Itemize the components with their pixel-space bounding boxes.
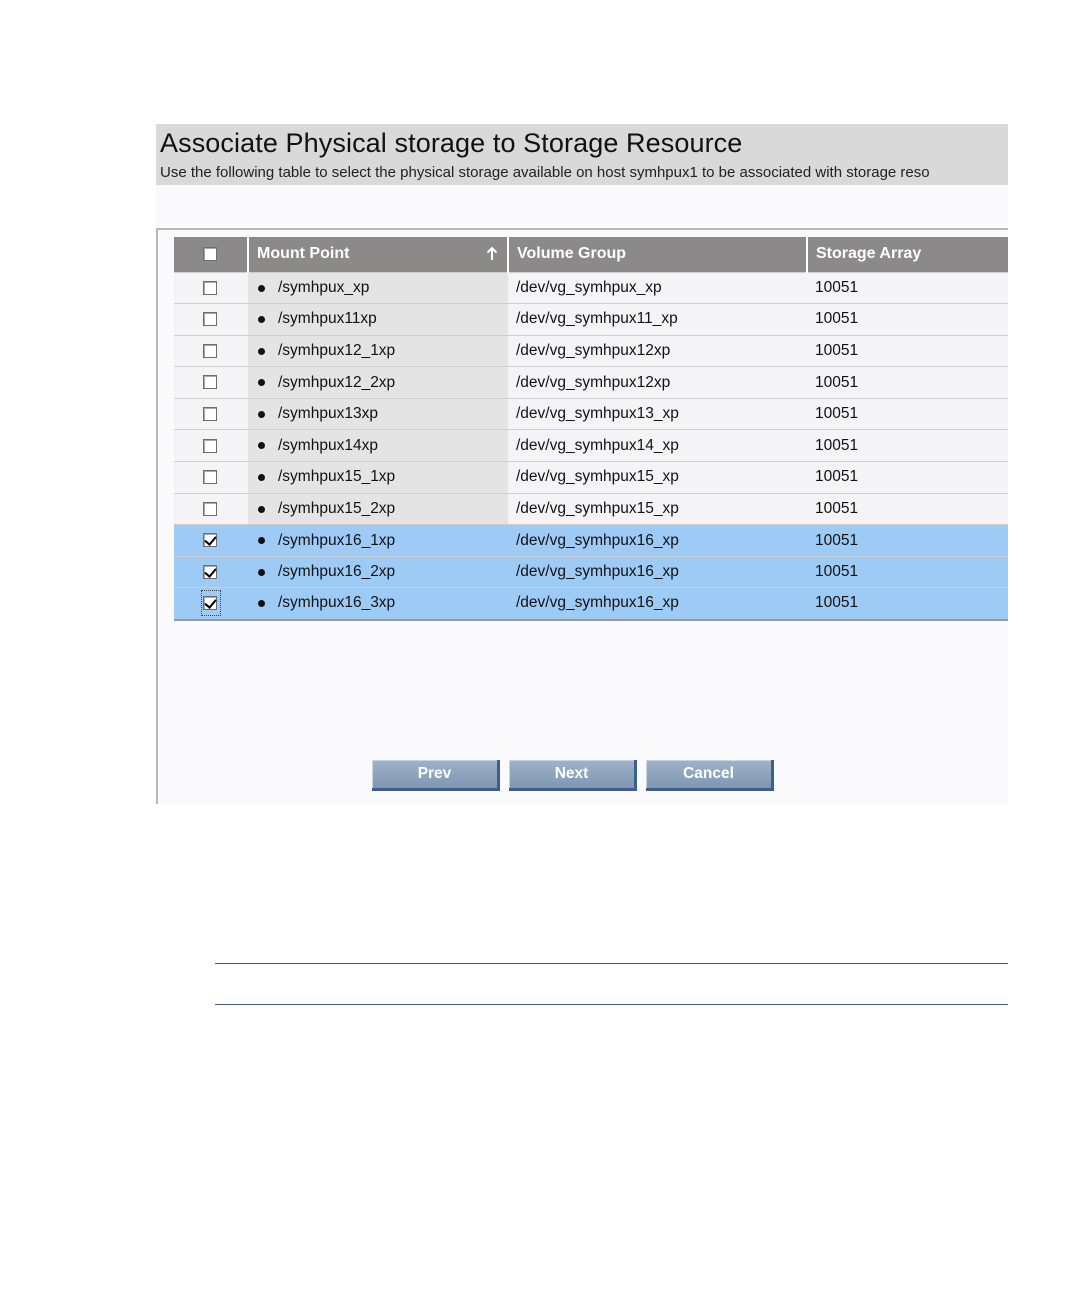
row-select-cell xyxy=(174,462,248,494)
bullet-icon xyxy=(258,442,265,449)
row-checkbox-wrapper xyxy=(205,310,217,327)
row-checkbox[interactable] xyxy=(203,470,217,484)
prev-button[interactable]: Prev xyxy=(372,760,500,791)
mount-point-cell xyxy=(248,430,508,462)
storage-array-cell: 10051 xyxy=(807,462,1008,494)
table-row[interactable] xyxy=(174,462,1008,494)
storage-array-cell: 10051 xyxy=(807,304,1008,336)
row-checkbox-wrapper xyxy=(205,405,217,422)
table-row[interactable] xyxy=(174,430,1008,462)
table-row[interactable] xyxy=(174,367,1008,399)
bullet-icon xyxy=(258,316,265,323)
volume-group-cell: /dev/vg_symhpux13_xp xyxy=(508,398,807,430)
table-row[interactable] xyxy=(174,493,1008,525)
column-header-label: Mount Point xyxy=(257,245,350,263)
storage-array-cell: 10051 xyxy=(807,430,1008,462)
bullet-icon xyxy=(258,379,265,386)
mount-point-cell xyxy=(248,335,508,367)
storage-array-cell: 10051 xyxy=(807,367,1008,399)
storage-table xyxy=(174,237,1008,621)
storage-array-cell: 10051 xyxy=(807,493,1008,525)
table-row[interactable] xyxy=(174,556,1008,588)
mount-point-text: /symhpux16_1xp xyxy=(278,531,396,549)
row-checkbox[interactable] xyxy=(203,281,217,295)
row-select-cell xyxy=(174,493,248,525)
bullet-icon xyxy=(258,569,265,576)
volume-group-cell: /dev/vg_symhpux16_xp xyxy=(508,556,807,588)
divider-line xyxy=(215,1004,1008,1005)
mount-point-text: /symhpux12_2xp xyxy=(278,373,396,391)
row-select-cell xyxy=(174,272,248,304)
row-checkbox-wrapper xyxy=(205,374,217,391)
mount-point-cell xyxy=(248,556,508,588)
row-checkbox[interactable] xyxy=(203,344,217,358)
volume-group-cell: /dev/vg_symhpux15_xp xyxy=(508,493,807,525)
divider-line xyxy=(215,963,1008,964)
row-checkbox-wrapper xyxy=(205,437,217,454)
storage-array-cell: 10051 xyxy=(807,335,1008,367)
storage-array-cell: 10051 xyxy=(807,525,1008,557)
mount-point-text: /symhpux15_2xp xyxy=(278,499,396,517)
row-checkbox-wrapper xyxy=(205,468,217,485)
row-checkbox-wrapper xyxy=(205,532,217,549)
row-checkbox[interactable] xyxy=(203,407,217,421)
table-row[interactable] xyxy=(174,335,1008,367)
row-select-cell xyxy=(174,588,248,620)
bullet-icon xyxy=(258,411,265,418)
bullet-icon xyxy=(258,474,265,481)
row-checkbox-wrapper xyxy=(205,279,217,296)
mount-point-text: /symhpux16_2xp xyxy=(278,563,396,581)
bullet-icon xyxy=(258,285,265,292)
column-header-storage-array[interactable]: Storage Array xyxy=(807,237,1008,272)
row-checkbox[interactable] xyxy=(203,596,217,610)
row-checkbox[interactable] xyxy=(203,502,217,516)
mount-point-text: /symhpux13xp xyxy=(278,405,378,423)
bullet-icon xyxy=(258,537,265,544)
row-select-cell xyxy=(174,525,248,557)
row-checkbox[interactable] xyxy=(203,565,217,579)
bullet-icon xyxy=(258,348,265,355)
page-title: Associate Physical storage to Storage Resource xyxy=(160,128,743,158)
mount-point-cell xyxy=(248,304,508,336)
mount-point-cell xyxy=(248,462,508,494)
mount-point-cell xyxy=(248,367,508,399)
row-select-cell xyxy=(174,367,248,399)
dialog-panel xyxy=(156,124,1008,804)
title-bar xyxy=(156,124,1008,185)
table-header-row xyxy=(174,237,1008,272)
bullet-icon xyxy=(258,600,265,607)
storage-array-cell: 10051 xyxy=(807,588,1008,620)
row-select-cell xyxy=(174,335,248,367)
row-select-cell xyxy=(174,430,248,462)
storage-array-cell: 10051 xyxy=(807,272,1008,304)
volume-group-cell: /dev/vg_symhpux15_xp xyxy=(508,462,807,494)
volume-group-cell: /dev/vg_symhpux16_xp xyxy=(508,588,807,620)
mount-point-text: /symhpux12_1xp xyxy=(278,341,396,359)
volume-group-cell: /dev/vg_symhpux12xp xyxy=(508,335,807,367)
table-row[interactable] xyxy=(174,398,1008,430)
mount-point-cell xyxy=(248,493,508,525)
row-checkbox[interactable] xyxy=(203,533,217,547)
mount-point-text: /symhpux15_1xp xyxy=(278,468,396,486)
mount-point-cell xyxy=(248,525,508,557)
row-select-cell xyxy=(174,556,248,588)
table-row[interactable] xyxy=(174,272,1008,304)
volume-group-cell: /dev/vg_symhpux12xp xyxy=(508,367,807,399)
row-checkbox[interactable] xyxy=(203,312,217,326)
row-checkbox[interactable] xyxy=(203,439,217,453)
row-checkbox[interactable] xyxy=(203,375,217,389)
row-select-cell xyxy=(174,304,248,336)
row-checkbox-wrapper xyxy=(205,500,217,517)
select-all-cell xyxy=(174,237,248,272)
select-all-checkbox[interactable] xyxy=(203,247,217,261)
volume-group-cell: /dev/vg_symhpux_xp xyxy=(508,272,807,304)
row-select-cell xyxy=(174,398,248,430)
mount-point-text: /symhpux_xp xyxy=(278,278,370,296)
bullet-icon xyxy=(258,506,265,513)
volume-group-cell: /dev/vg_symhpux14_xp xyxy=(508,430,807,462)
volume-group-cell: /dev/vg_symhpux16_xp xyxy=(508,525,807,557)
volume-group-cell: /dev/vg_symhpux11_xp xyxy=(508,304,807,336)
table-body xyxy=(174,272,1008,620)
storage-array-cell: 10051 xyxy=(807,398,1008,430)
next-button[interactable]: Next xyxy=(509,760,637,791)
arrow-up-icon[interactable] xyxy=(485,246,499,262)
mount-point-cell xyxy=(248,588,508,620)
row-checkbox-wrapper xyxy=(205,342,217,359)
mount-point-cell xyxy=(248,398,508,430)
row-checkbox-wrapper xyxy=(205,563,217,580)
row-checkbox-wrapper xyxy=(202,591,220,615)
mount-point-text: /symhpux11xp xyxy=(278,310,377,328)
page-subtitle: Use the following table to select the physical storage available on host symhpux1 to be associated with storage reso xyxy=(160,164,930,181)
mount-point-text: /symhpux16_3xp xyxy=(278,594,396,612)
table-row[interactable] xyxy=(174,304,1008,336)
cancel-button[interactable]: Cancel xyxy=(646,760,774,791)
mount-point-cell xyxy=(248,272,508,304)
mount-point-text: /symhpux14xp xyxy=(278,436,378,454)
table-row[interactable] xyxy=(174,588,1008,620)
table-row[interactable] xyxy=(174,525,1008,557)
column-header-volume-group[interactable]: Volume Group xyxy=(508,237,807,272)
column-header-mount-point[interactable] xyxy=(248,237,508,272)
storage-array-cell: 10051 xyxy=(807,556,1008,588)
